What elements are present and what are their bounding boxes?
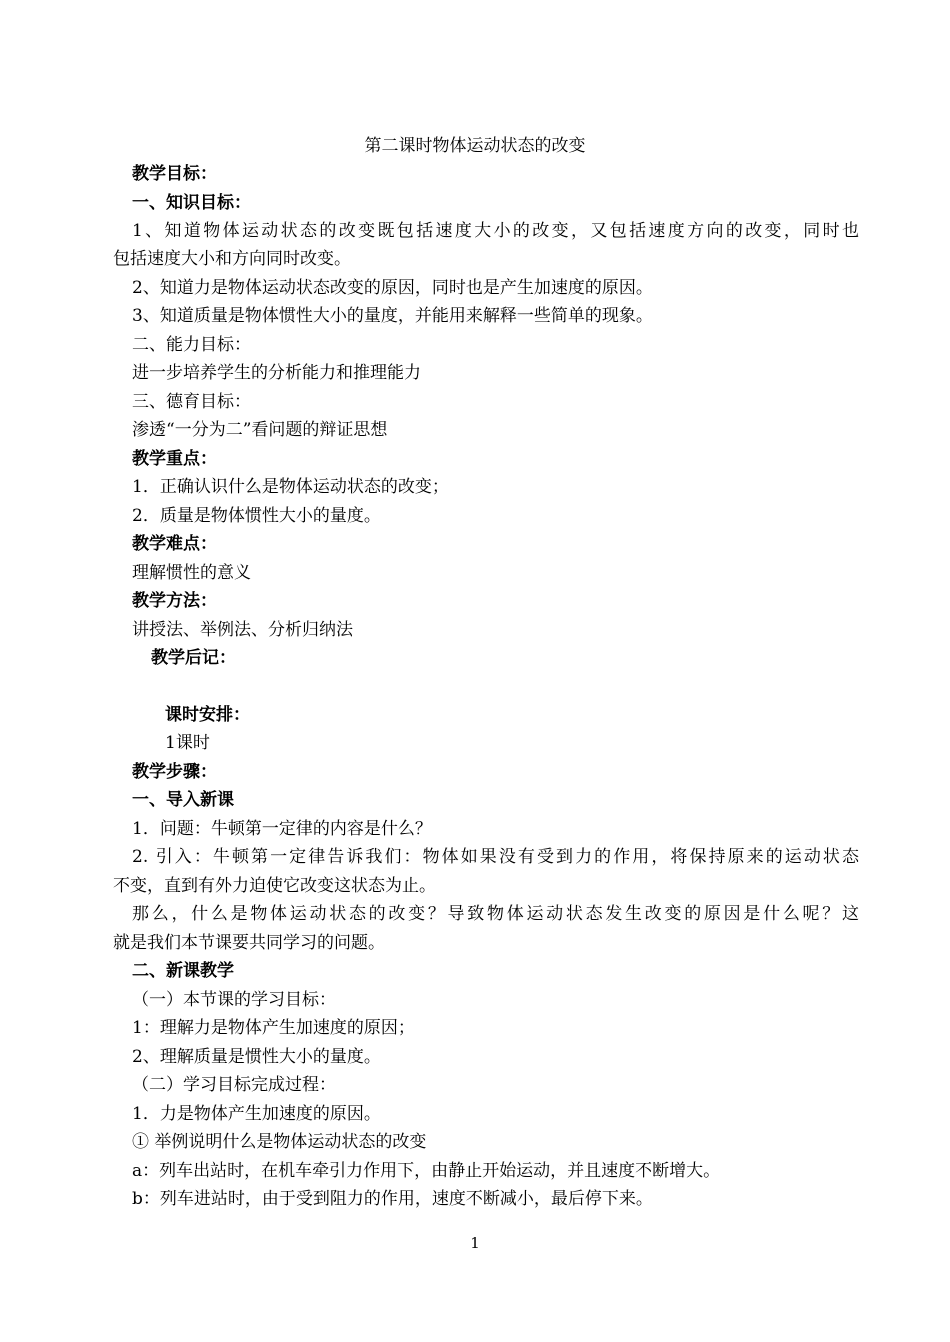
heading-key-points: 教学重点：	[132, 449, 217, 469]
paragraph-line: 1、知道物体运动状态的改变既包括速度大小的改变，又包括速度方向的改变，同时也	[132, 221, 859, 241]
heading-ability-goals: 二、能力目标：	[132, 335, 251, 355]
heading-steps: 教学步骤：	[132, 762, 217, 782]
paragraph-line: 讲授法、举例法、分析归纳法	[132, 620, 353, 640]
heading-difficulties: 教学难点：	[132, 534, 217, 554]
paragraph-line: 1．问题：牛顿第一定律的内容是什么？	[132, 819, 432, 839]
paragraph-line: 1．正确认识什么是物体运动状态的改变；	[132, 477, 449, 497]
paragraph-line: 3、知道质量是物体惯性大小的量度，并能用来解释一些简单的现象。	[132, 306, 653, 326]
paragraph-line: 理解惯性的意义	[132, 563, 251, 583]
heading-new-lesson: 二、新课教学	[132, 961, 234, 981]
paragraph-line: 1：理解力是物体产生加速度的原因；	[132, 1018, 415, 1038]
paragraph-line: 进一步培养学生的分析能力和推理能力	[132, 363, 421, 383]
paragraph-line: 1课时	[165, 733, 210, 753]
heading-knowledge-goals: 一、知识目标：	[132, 193, 251, 213]
page-number: 1	[470, 1234, 480, 1252]
paragraph-line: 渗透“一分为二”看问题的辩证思想	[132, 420, 388, 440]
paragraph-line: 那么，什么是物体运动状态的改变？导致物体运动状态发生改变的原因是什么呢？这	[132, 904, 859, 924]
heading-introduction: 一、导入新课	[132, 790, 234, 810]
paragraph-line: b：列车进站时，由于受到阻力的作用，速度不断减小，最后停下来。	[132, 1189, 653, 1209]
heading-schedule: 课时安排：	[165, 705, 250, 725]
heading-methods: 教学方法：	[132, 591, 217, 611]
paragraph-line: 2、知道力是物体运动状态改变的原因，同时也是产生加速度的原因。	[132, 278, 653, 298]
heading-postscript: 教学后记：	[151, 648, 236, 668]
paragraph-line: （一）本节课的学习目标：	[132, 990, 336, 1010]
paragraph-line: 1．力是物体产生加速度的原因。	[132, 1104, 381, 1124]
heading-teaching-goals: 教学目标：	[132, 164, 217, 184]
paragraph-line: 包括速度大小和方向同时改变。	[113, 249, 351, 269]
page-title: 第二课时物体运动状态的改变	[364, 136, 586, 156]
paragraph-line: 2、理解质量是惯性大小的量度。	[132, 1047, 381, 1067]
paragraph-line: 不变，直到有外力迫使它改变这状态为止。	[113, 876, 436, 896]
heading-moral-goals: 三、德育目标：	[132, 392, 251, 412]
paragraph-line: （二）学习目标完成过程：	[132, 1075, 336, 1095]
paragraph-line: 就是我们本节课要共同学习的问题。	[113, 933, 385, 953]
paragraph-line: 2. 引入：牛顿第一定律告诉我们：物体如果没有受到力的作用，将保持原来的运动状态	[132, 847, 859, 867]
paragraph-line: a：列车出站时，在机车牵引力作用下，由静止开始运动，并且速度不断增大。	[132, 1161, 721, 1181]
paragraph-line: 2．质量是物体惯性大小的量度。	[132, 506, 381, 526]
paragraph-line: ① 举例说明什么是物体运动状态的改变	[132, 1132, 427, 1152]
